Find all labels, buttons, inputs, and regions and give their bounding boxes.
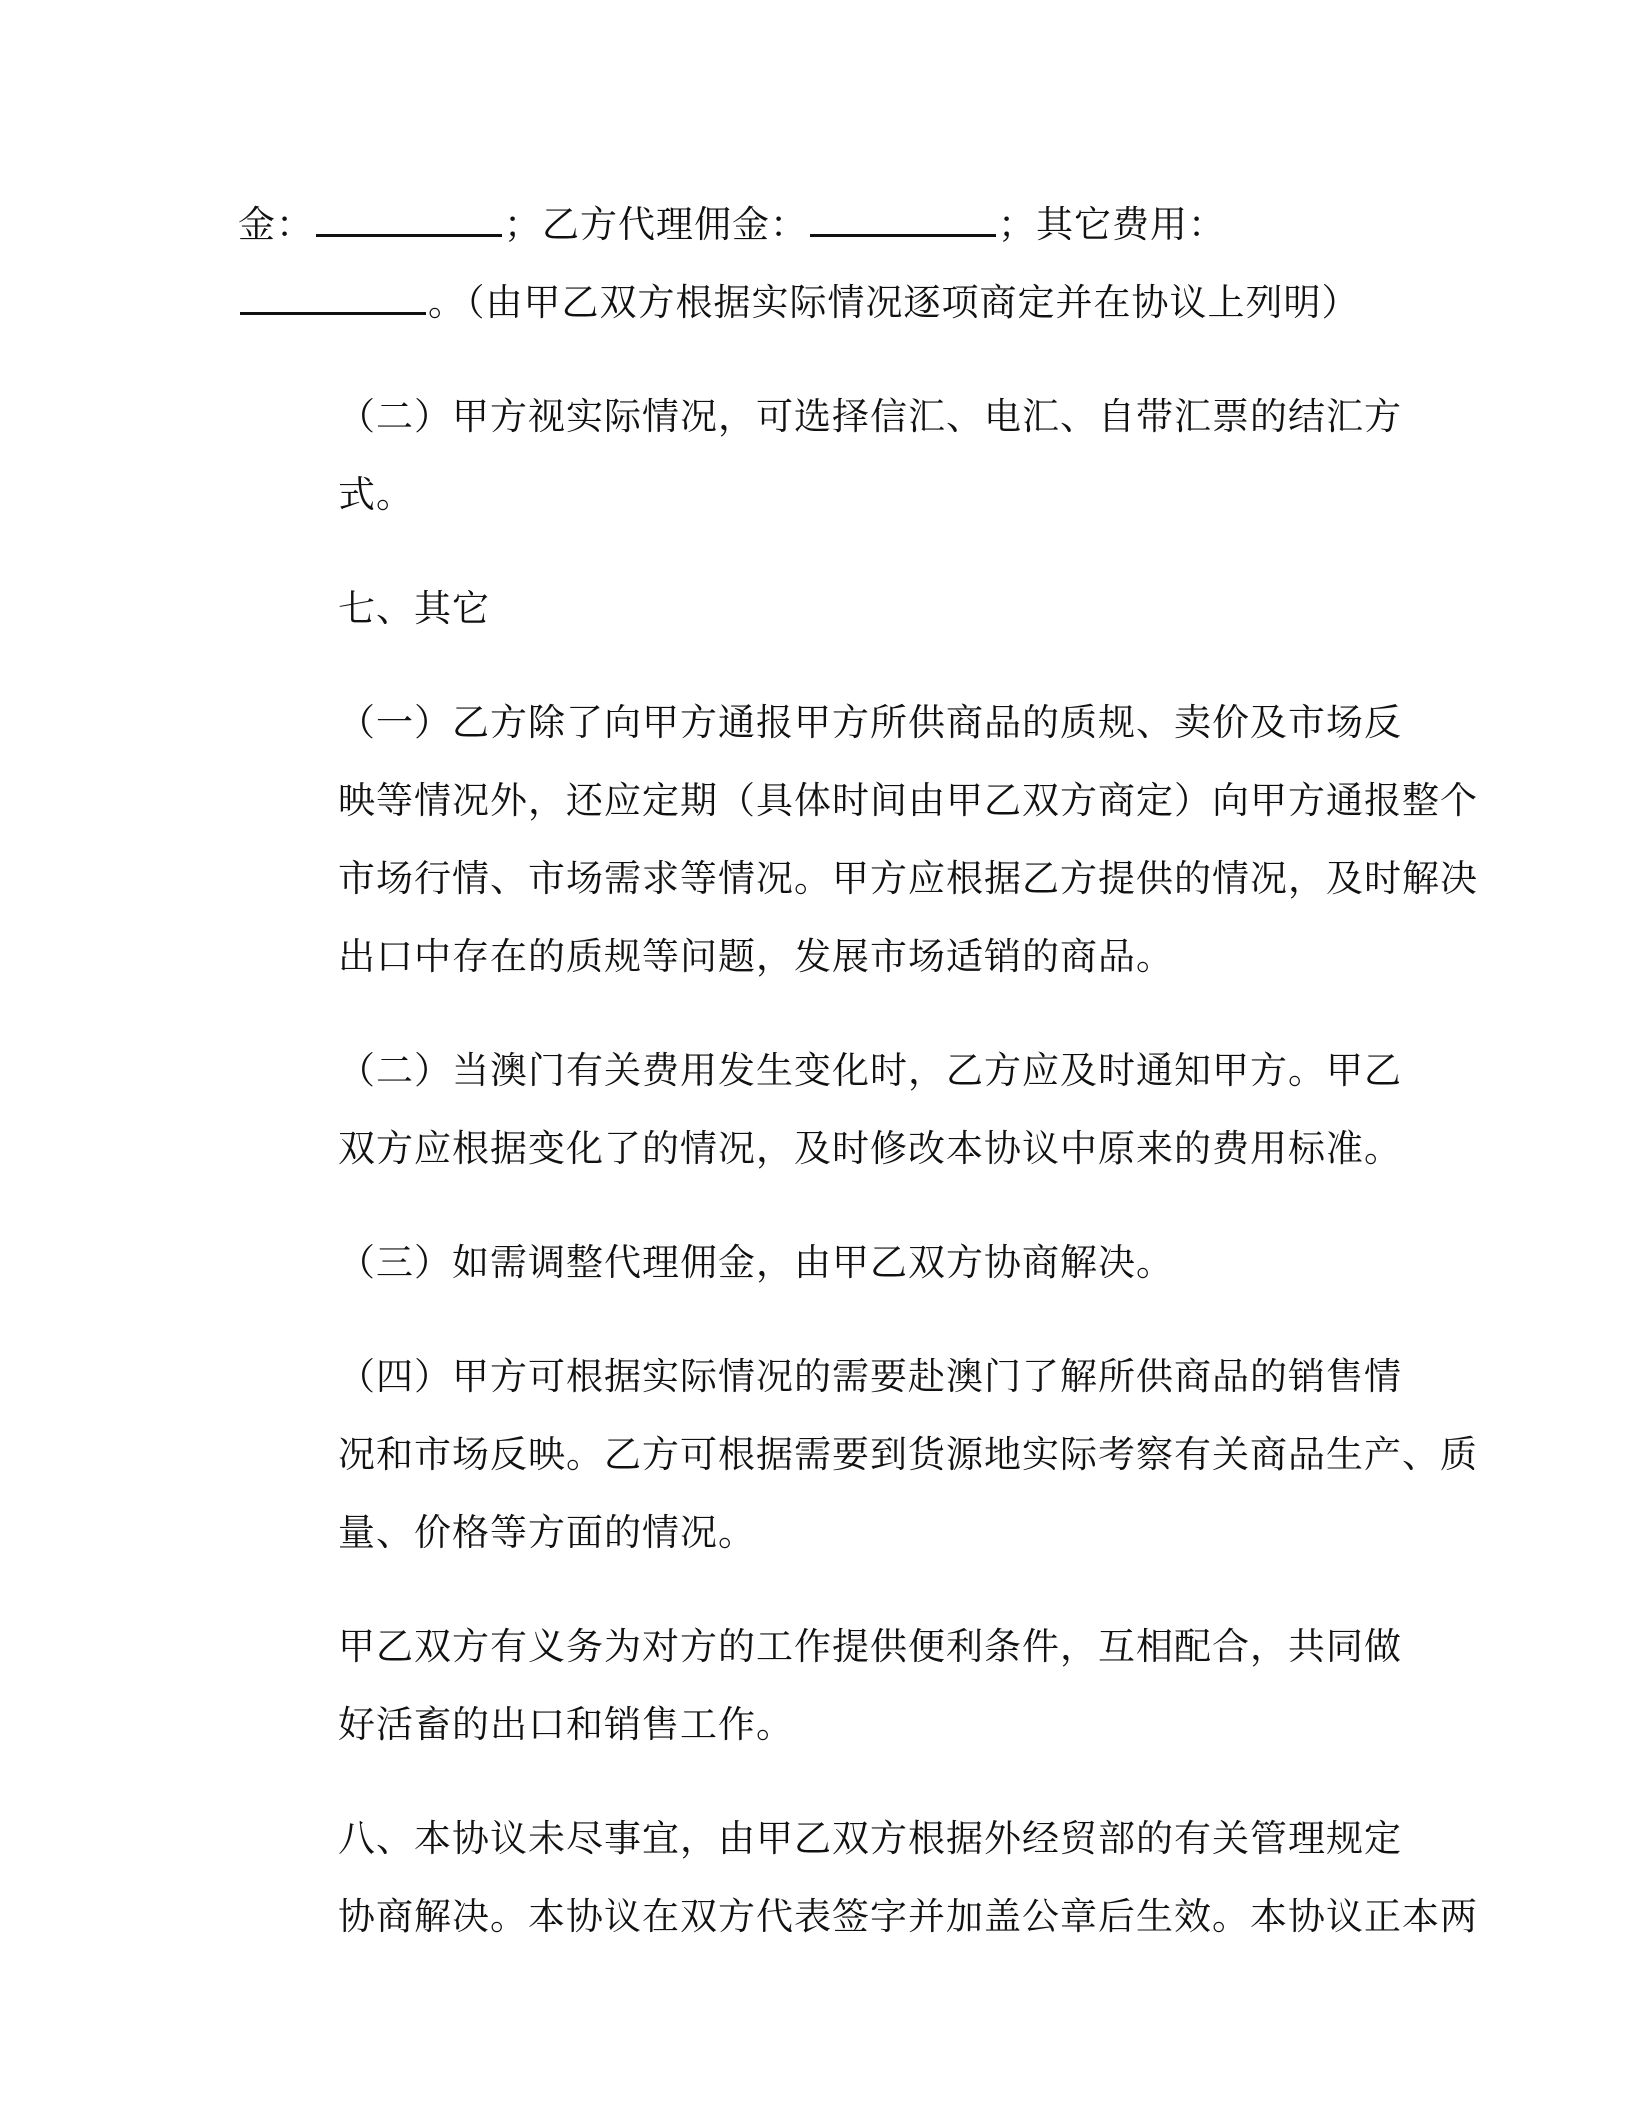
text-segment: （二）当澳门有关费用发生变化时，乙方应及时通知甲方。甲乙 (338, 1049, 1402, 1092)
text-line (238, 1416, 1478, 1494)
paragraph-p4 (238, 684, 1478, 996)
text-segment: 映等情况外，还应定期（具体时间由甲乙双方商定）向甲方通报整个 (338, 779, 1478, 822)
text-line (238, 186, 1378, 264)
text-line (238, 684, 1402, 762)
text-line (238, 570, 1378, 648)
text-segment: 式。 (338, 473, 414, 516)
fill-in-blank (810, 201, 996, 237)
text-segment: 七、其它 (338, 587, 490, 630)
text-line (238, 1494, 1378, 1572)
text-segment: 好活畜的出口和销售工作。 (338, 1703, 794, 1746)
text-segment: （一）乙方除了向甲方通报甲方所供商品的质规、卖价及市场反 (338, 701, 1402, 744)
text-line (238, 918, 1378, 996)
text-segment: 双方应根据变化了的情况，及时修改本协议中原来的费用标准。 (338, 1127, 1402, 1170)
paragraph-p7 (238, 1338, 1478, 1572)
paragraph-p3 (238, 570, 1378, 648)
text-line (238, 1224, 1378, 1302)
text-line (238, 1110, 1402, 1188)
fill-in-blank (240, 279, 426, 315)
text-segment: （四）甲方可根据实际情况的需要赴澳门了解所供商品的销售情 (338, 1355, 1402, 1398)
text-segment: ；乙方代理佣金： (504, 203, 808, 246)
text-segment: 况和市场反映。乙方可根据需要到货源地实际考察有关商品生产、质 (338, 1433, 1478, 1476)
document-body (238, 186, 1478, 1992)
text-segment: （三）如需调整代理佣金，由甲乙双方协商解决。 (338, 1241, 1174, 1284)
text-line (238, 456, 1378, 534)
text-segment: 甲乙双方有义务为对方的工作提供便利条件，互相配合，共同做 (338, 1625, 1402, 1668)
text-segment: 八、本协议未尽事宜，由甲乙双方根据外经贸部的有关管理规定 (338, 1817, 1402, 1860)
text-segment: 协商解决。本协议在双方代表签字并加盖公章后生效。本协议正本两 (338, 1895, 1478, 1938)
paragraph-p2 (238, 378, 1402, 534)
text-line (238, 840, 1478, 918)
paragraph-p1 (238, 186, 1378, 342)
paragraph-p6 (238, 1224, 1378, 1302)
text-segment: ；其它费用： (998, 203, 1226, 246)
text-line (238, 264, 1378, 342)
text-line (238, 1608, 1402, 1686)
text-segment: 。（由甲乙双方根据实际情况逐项商定并在协议上列明） (428, 281, 1360, 324)
text-line (238, 1338, 1402, 1416)
text-line (238, 1032, 1402, 1110)
text-segment: （二）甲方视实际情况，可选择信汇、电汇、自带汇票的结汇方 (338, 395, 1402, 438)
text-line (238, 762, 1478, 840)
text-segment: 量、价格等方面的情况。 (338, 1511, 756, 1554)
paragraph-p8 (238, 1608, 1402, 1764)
text-segment: 市场行情、市场需求等情况。甲方应根据乙方提供的情况，及时解决 (338, 857, 1478, 900)
text-line (238, 1800, 1402, 1878)
paragraph-p9 (238, 1800, 1478, 1956)
text-line (238, 378, 1402, 456)
text-line (238, 1686, 1378, 1764)
paragraph-p5 (238, 1032, 1402, 1188)
text-line (238, 1878, 1478, 1956)
fill-in-blank (316, 201, 502, 237)
text-segment: 金： (238, 203, 314, 246)
text-segment: 出口中存在的质规等问题，发展市场适销的商品。 (338, 935, 1174, 978)
